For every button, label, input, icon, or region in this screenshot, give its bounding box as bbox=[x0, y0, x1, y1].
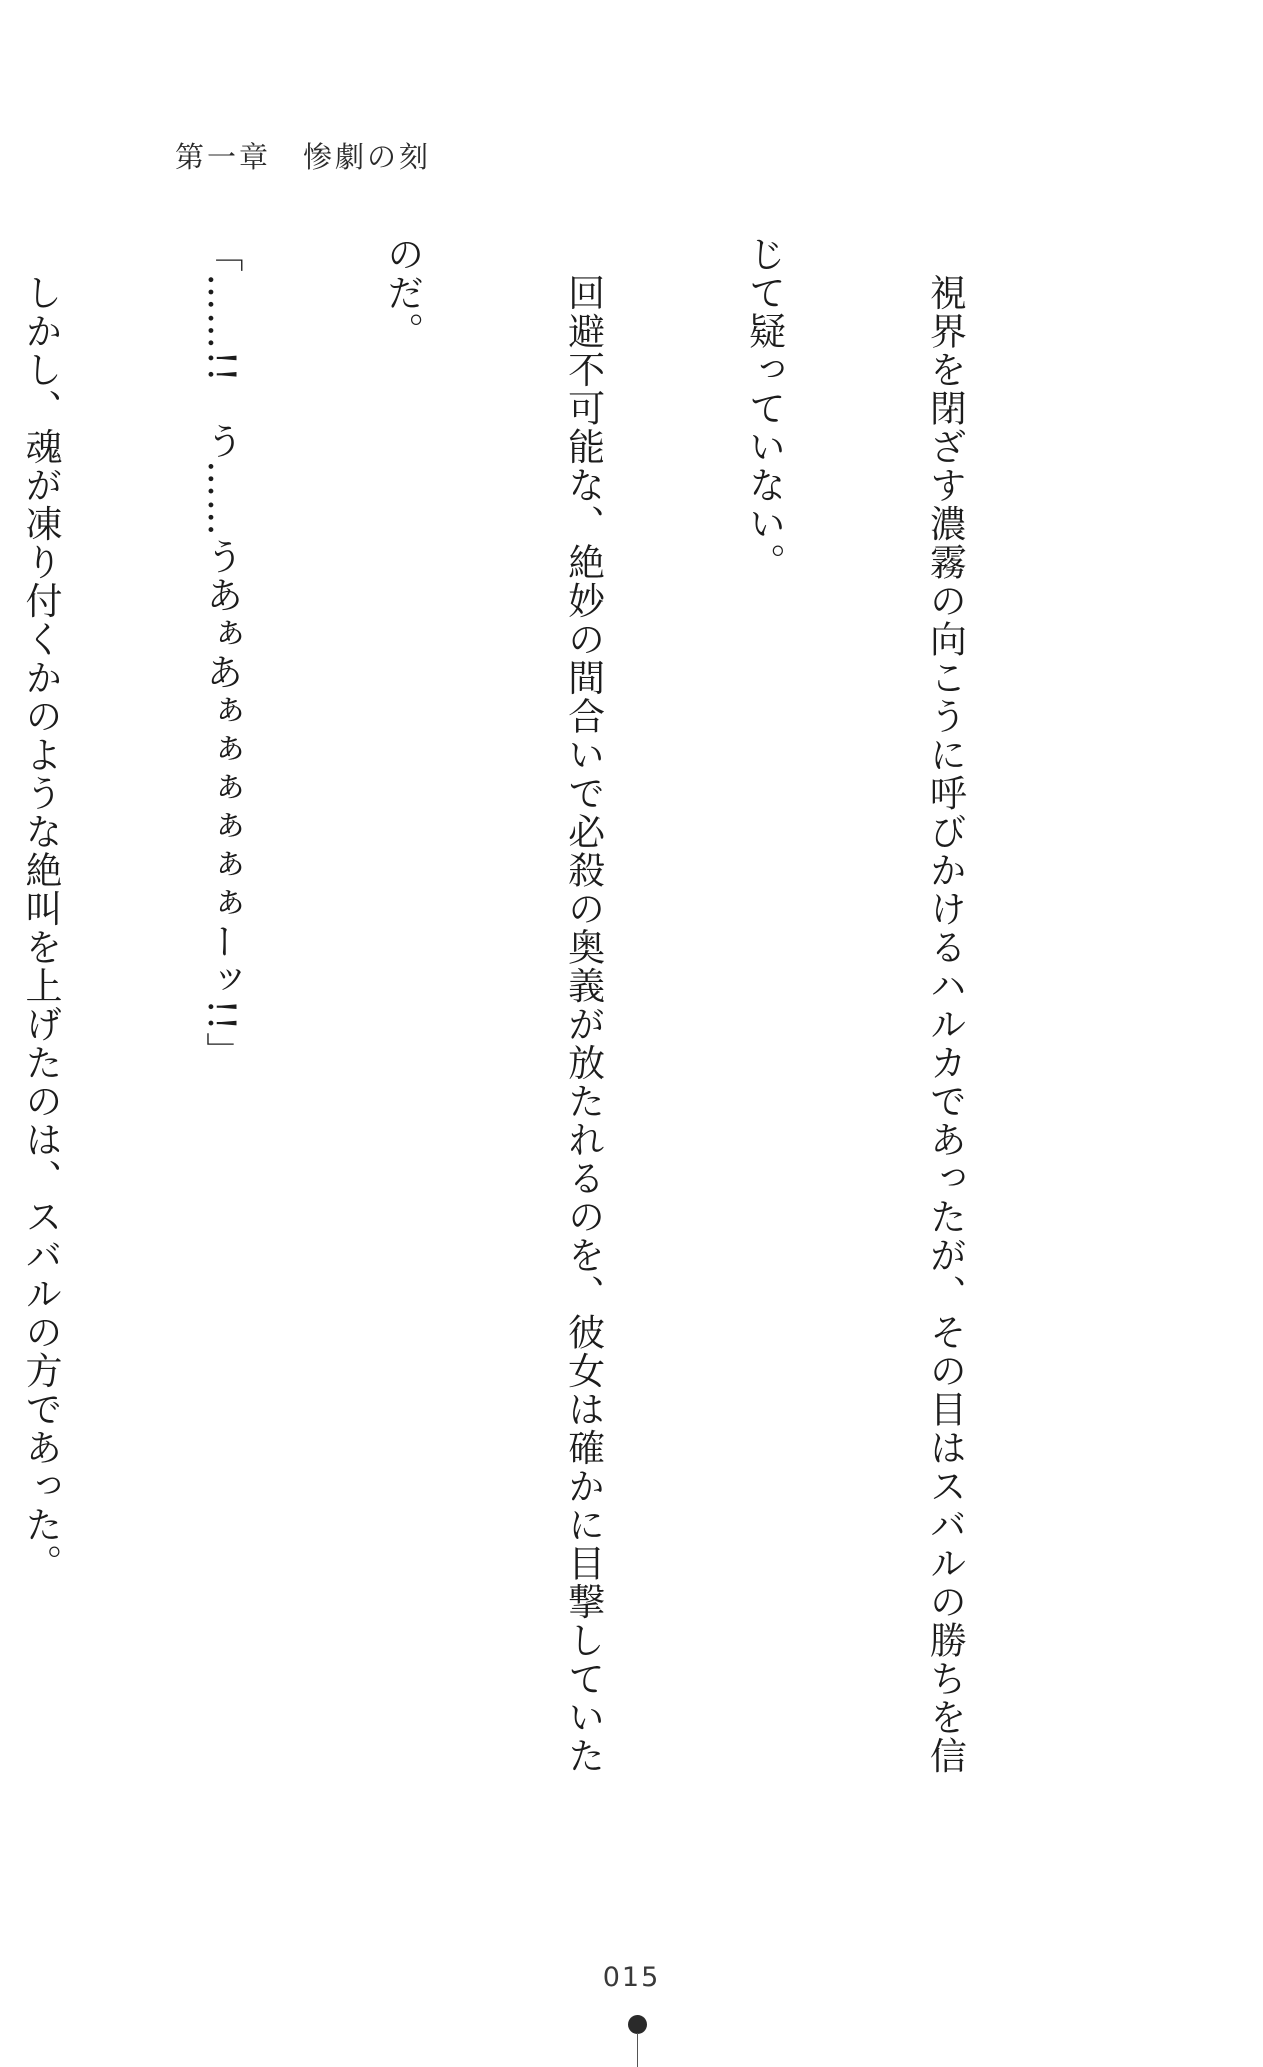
body-line: 「……!! う……うあぁあぁぁぁぁぁぁーッ!!」 bbox=[199, 235, 243, 1071]
folio-stem-line bbox=[637, 2033, 638, 2067]
body-line: 回避不可能な、絶妙の間合いで必殺の奥義が放たれるのを、彼女は確かに目撃していた bbox=[561, 235, 605, 1775]
body-line: じて疑っていない。 bbox=[742, 235, 786, 582]
body-line: しかし、魂が凍り付くかのような絶叫を上げたのは、スバルの方であった。 bbox=[18, 235, 62, 1583]
body-line: のだ。 bbox=[380, 235, 424, 351]
body-text bbox=[18, 235, 1095, 1795]
running-head: 第一章 惨劇の刻 bbox=[175, 140, 432, 174]
page-number: 015 bbox=[602, 1962, 661, 1993]
folio-dot-ornament bbox=[628, 2015, 647, 2034]
body-line: 視界を閉ざす濃霧の向こうに呼びかけるハルカであったが、その目はスバルの勝ちを信 bbox=[923, 235, 967, 1775]
